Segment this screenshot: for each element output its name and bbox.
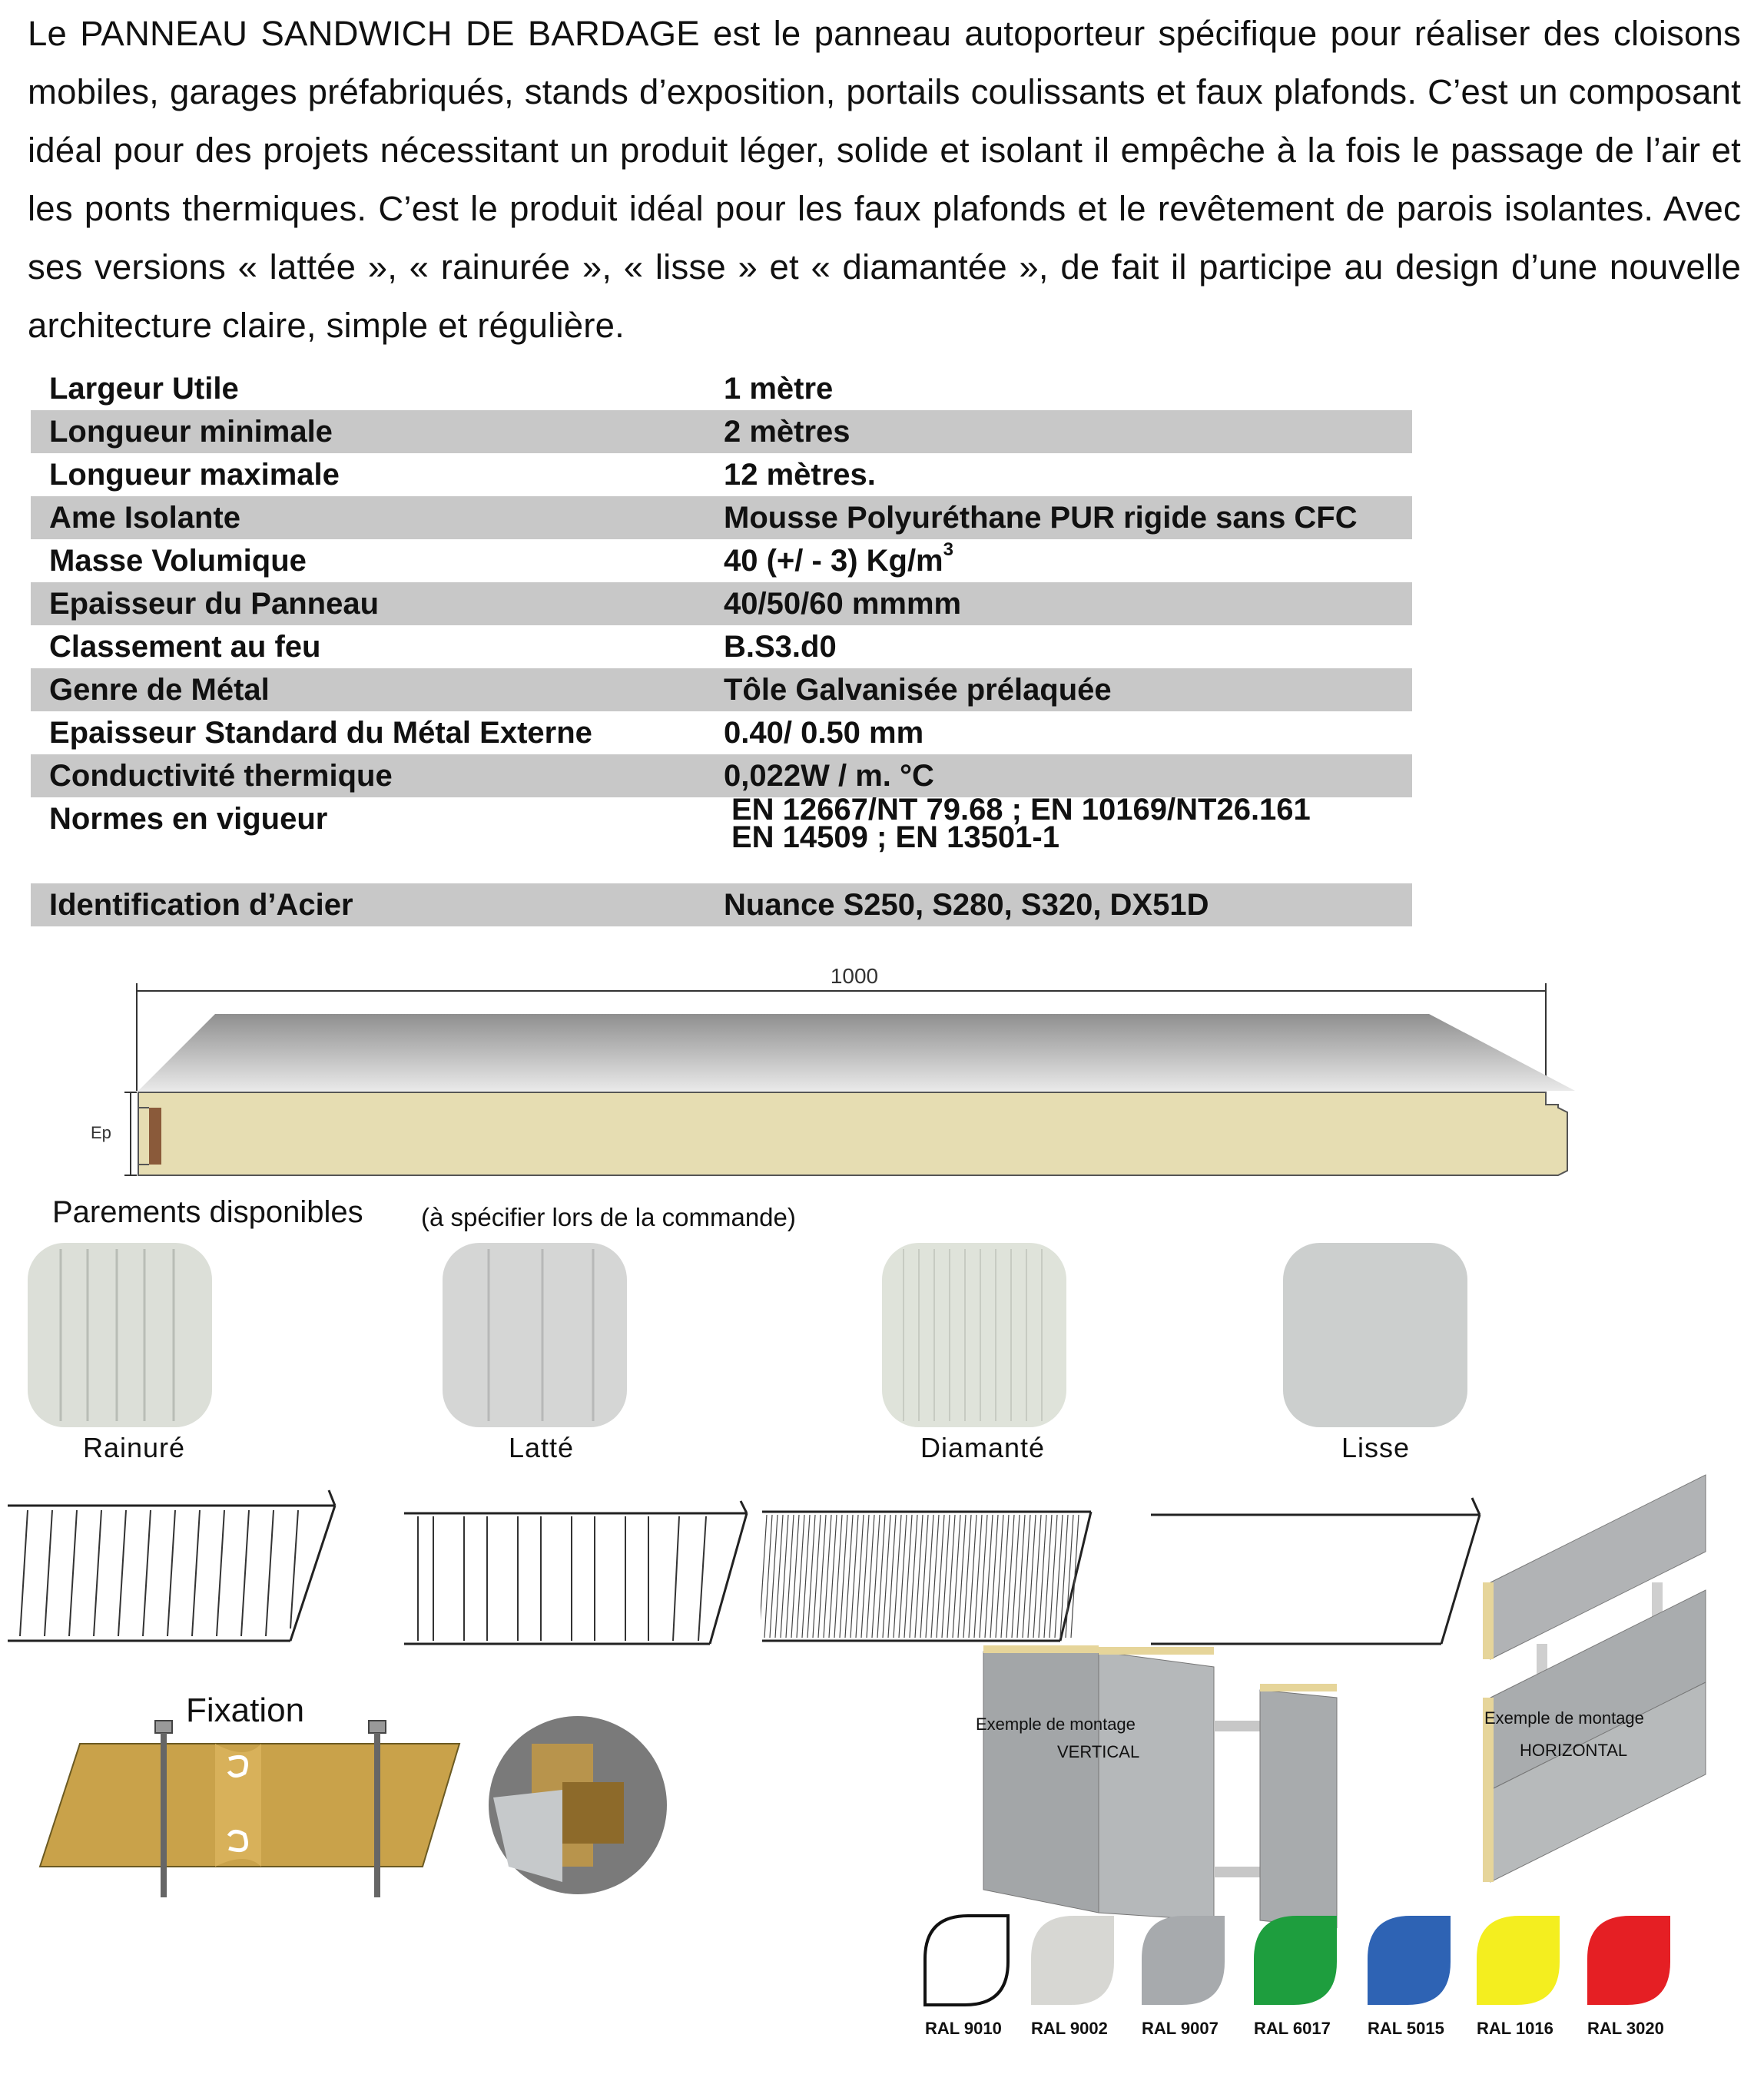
spec-label: Masse Volumique bbox=[49, 544, 307, 578]
ral-label: RAL 3020 bbox=[1587, 2019, 1664, 2038]
spec-label: Genre de Métal bbox=[49, 673, 270, 707]
spec-label: Conductivité thermique bbox=[49, 759, 393, 793]
swatch-rainure bbox=[26, 1241, 214, 1429]
panel-section-diagram bbox=[77, 960, 1583, 1191]
spec-row bbox=[31, 410, 1412, 453]
parements-note: (à spécifier lors de la commande) bbox=[421, 1203, 796, 1231]
spec-value: 0,022W / m. °C bbox=[724, 759, 934, 793]
spec-row bbox=[31, 496, 1412, 539]
spec-label: Largeur Utile bbox=[49, 372, 239, 406]
parements-title: Parements disponibles bbox=[52, 1195, 363, 1229]
spec-value: Nuance S250, S280, S320, DX51D bbox=[724, 888, 1209, 922]
spec-row bbox=[31, 668, 1412, 711]
ral-swatch bbox=[1584, 1913, 1673, 2008]
swatch-diamante bbox=[880, 1241, 1068, 1429]
ral-label: RAL 9007 bbox=[1142, 2019, 1219, 2038]
spec-value: Tôle Galvanisée prélaquée bbox=[724, 673, 1112, 707]
ral-swatch bbox=[1139, 1913, 1228, 2008]
montage-horizontal-line1: Exemple de montage bbox=[1484, 1708, 1644, 1728]
spec-value: 1 mètre bbox=[724, 372, 834, 406]
ral-label: RAL 9010 bbox=[925, 2019, 1002, 2038]
montage-horizontal-diagram bbox=[1475, 1467, 1752, 1897]
ral-swatch bbox=[1028, 1913, 1117, 2008]
spec-table bbox=[31, 367, 1412, 926]
spec-value: 12 mètres. bbox=[724, 458, 876, 492]
thickness-label: Ep bbox=[91, 1123, 111, 1142]
spec-row bbox=[31, 367, 1412, 410]
ral-swatch bbox=[922, 1913, 1011, 2008]
spec-value: 0.40/ 0.50 mm bbox=[724, 716, 924, 750]
spec-label: Identification d’Acier bbox=[49, 888, 353, 922]
parement-label-lisse: Lisse bbox=[1341, 1432, 1411, 1463]
fixation-detail-circle bbox=[486, 1713, 670, 1897]
spec-row bbox=[31, 625, 1412, 668]
ral-label: RAL 6017 bbox=[1254, 2019, 1331, 2038]
swatch-latte bbox=[441, 1241, 628, 1429]
intro-paragraph: Le PANNEAU SANDWICH DE BARDAGE est le panneau autoporteur spécifique pour réaliser des cloisons mobiles, garages préfabriqués, stands d’exposition, portails coulissants et faux plafonds. C’est un composant idéal pour des projets nécessitant un produit léger, solide et isolant il empêche à la fois le passage de l’air et les ponts thermiques. C’est le produit idéal pour les faux plafonds et le revêtement de parois isolantes. Avec ses versions « lattée », « rainurée », « lisse » et « diamantée », de fait il participe au design d’une nouvelle architecture claire, simple et régulière. bbox=[28, 14, 1741, 345]
ral-swatch bbox=[1474, 1913, 1563, 2008]
parement-label-latte: Latté bbox=[509, 1432, 575, 1463]
montage-vertical-line2: VERTICAL bbox=[1057, 1742, 1140, 1761]
spec-value: 2 mètres bbox=[724, 415, 850, 449]
spec-row bbox=[31, 582, 1412, 625]
spec-row bbox=[31, 711, 1412, 754]
spec-row bbox=[31, 539, 1412, 582]
spec-value: 40/50/60 mmmm bbox=[724, 587, 962, 621]
width-dimension-label: 1000 bbox=[830, 964, 879, 988]
profile-diamante bbox=[761, 1498, 1099, 1652]
spec-label: Epaisseur du Panneau bbox=[49, 587, 380, 621]
spec-label: Longueur maximale bbox=[49, 458, 340, 492]
parement-label-rainure: Rainuré bbox=[83, 1432, 186, 1463]
ral-label: RAL 1016 bbox=[1477, 2019, 1553, 2038]
ral-swatch bbox=[1251, 1913, 1340, 2008]
spec-value: B.S3.d0 bbox=[724, 630, 837, 664]
ral-label: RAL 5015 bbox=[1368, 2019, 1444, 2038]
spec-row bbox=[31, 793, 1412, 883]
montage-horizontal-line2: HORIZONTAL bbox=[1520, 1741, 1628, 1760]
profile-rainure bbox=[6, 1467, 344, 1652]
swatch-lisse bbox=[1282, 1241, 1469, 1429]
spec-label: Longueur minimale bbox=[49, 415, 333, 449]
montage-vertical-line1: Exemple de montage bbox=[976, 1715, 1136, 1734]
spec-label: Classement au feu bbox=[49, 630, 321, 664]
profile-latte bbox=[403, 1498, 756, 1652]
spec-label: Epaisseur Standard du Métal Externe bbox=[49, 716, 592, 750]
profile-lisse bbox=[1149, 1475, 1503, 1652]
spec-row bbox=[31, 754, 1412, 797]
spec-value: 40 (+/ - 3) $Kg/m^3$ bbox=[724, 539, 953, 578]
ral-color-swatches bbox=[922, 1913, 1690, 2051]
spec-label: Ame Isolante bbox=[49, 501, 240, 535]
spec-value: EN 12667/NT 79.68 ; EN 10169/NT26.161 EN 14509 ; EN 13501-1 bbox=[731, 793, 1311, 854]
montage-vertical-diagram bbox=[976, 1636, 1375, 1928]
parement-label-diamante: Diamanté bbox=[920, 1432, 1046, 1463]
spec-row bbox=[31, 883, 1412, 926]
spec-value: Mousse Polyuréthane PUR rigide sans CFC bbox=[724, 501, 1358, 535]
fixation-diagram bbox=[38, 1705, 469, 1905]
superscript: 3 bbox=[943, 539, 953, 560]
fixation-title: Fixation bbox=[186, 1691, 305, 1729]
ral-label: RAL 9002 bbox=[1031, 2019, 1108, 2038]
spec-label: Normes en vigueur bbox=[49, 802, 328, 836]
spec-row bbox=[31, 453, 1412, 496]
ral-swatch bbox=[1364, 1913, 1454, 2008]
